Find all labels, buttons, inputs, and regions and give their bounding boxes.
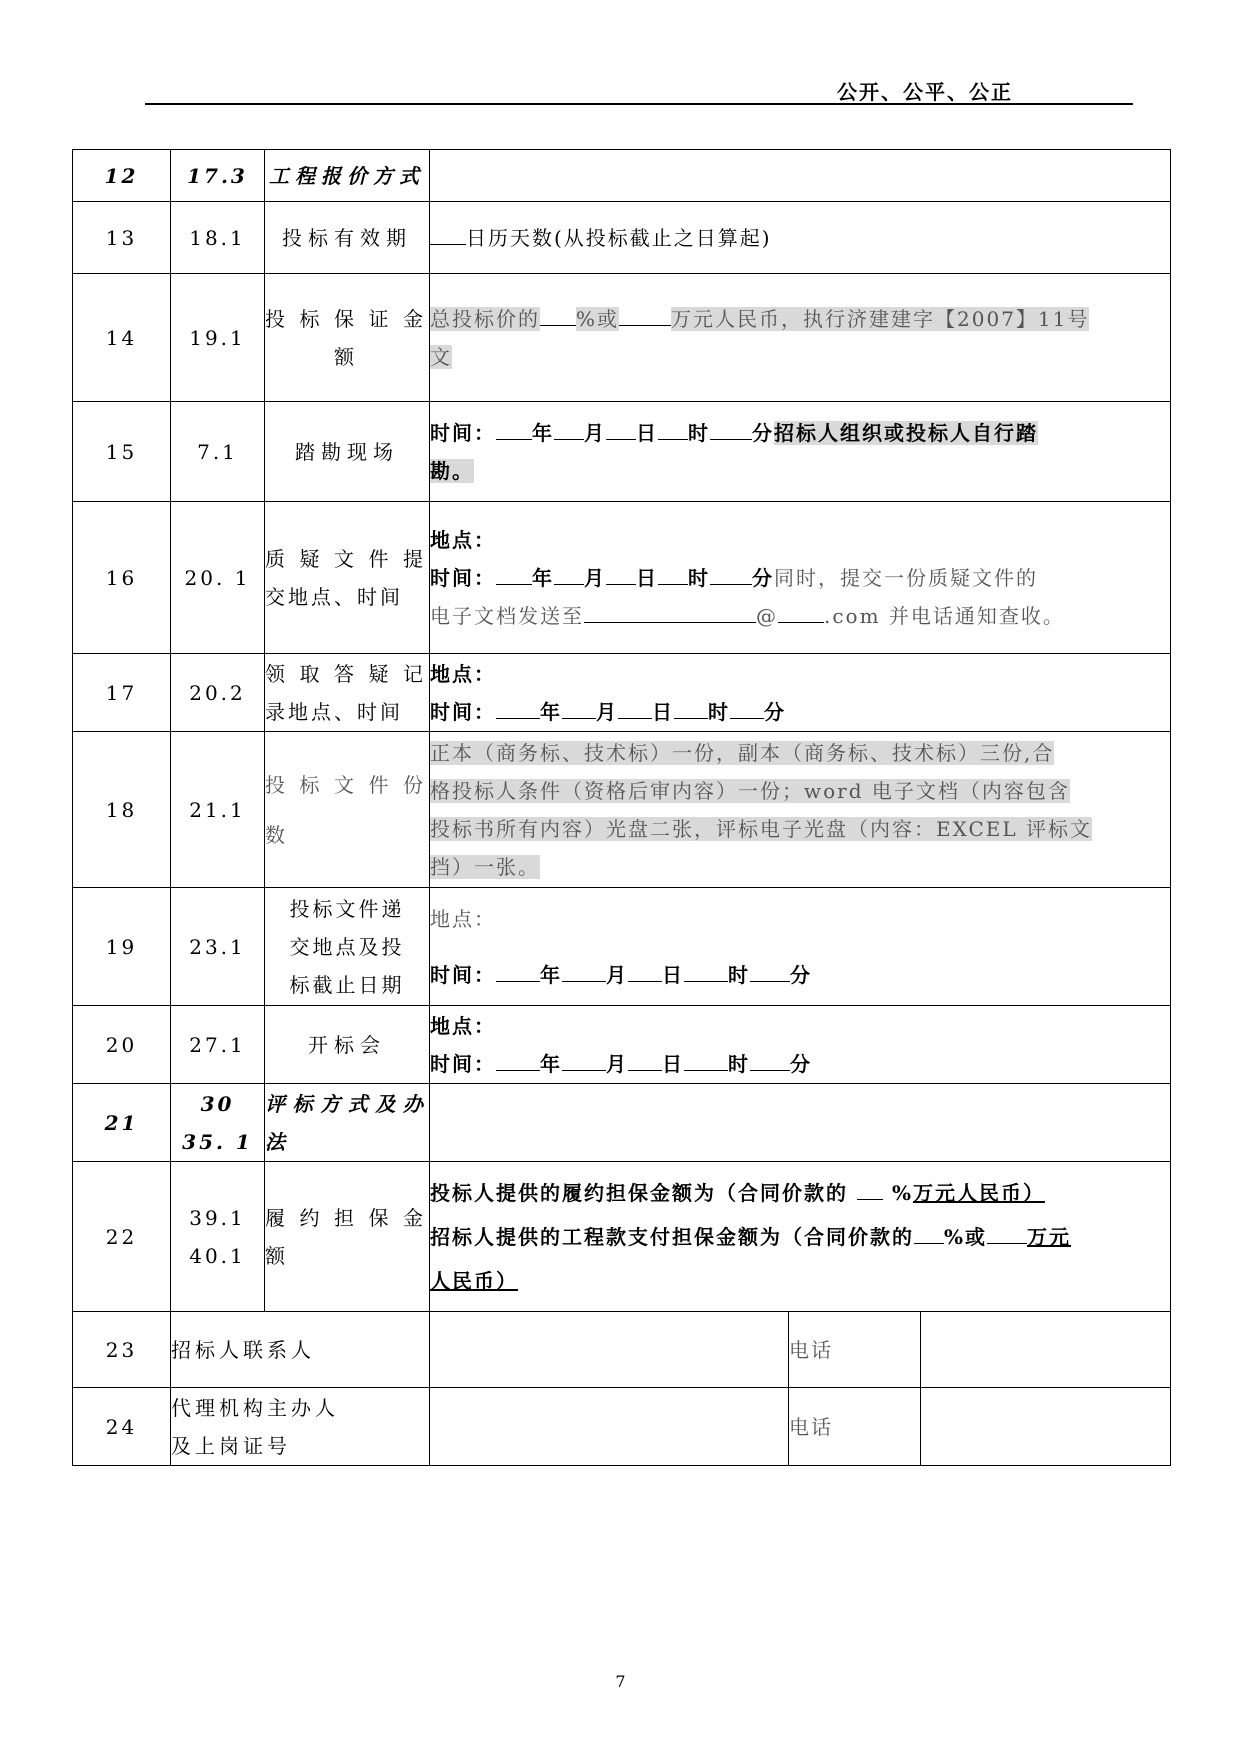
time-label: 时间： xyxy=(430,962,496,987)
month-unit: 月 xyxy=(596,699,618,724)
blank-field[interactable] xyxy=(628,957,662,982)
blank-field[interactable] xyxy=(658,415,688,440)
blank-field[interactable] xyxy=(619,301,671,326)
day-unit: 日 xyxy=(636,420,658,445)
minute-unit: 分 xyxy=(752,420,774,445)
email-text: 电子文档发送至 xyxy=(430,603,584,628)
query-note: 同时，提交一份质疑文件的 xyxy=(774,565,1038,590)
item-label: 投标有效期 xyxy=(265,202,430,274)
item-label-line: 录地点、时间 xyxy=(265,699,403,724)
header-rule xyxy=(145,103,1133,105)
year-unit: 年 xyxy=(532,420,554,445)
time-label: 时间： xyxy=(430,1051,496,1076)
clause-number: 20. 1 xyxy=(171,502,265,654)
item-label xyxy=(265,654,430,732)
item-label-line: 投标保证金 xyxy=(265,306,429,331)
blank-field[interactable] xyxy=(430,220,466,245)
clause-number: 17.3 xyxy=(171,150,265,202)
minute-unit: 分 xyxy=(752,565,774,590)
blank-field[interactable] xyxy=(710,415,752,440)
blank-field[interactable] xyxy=(658,560,688,585)
blank-field[interactable] xyxy=(562,957,606,982)
minute-unit: 分 xyxy=(790,962,812,987)
blank-field[interactable] xyxy=(562,1046,606,1071)
copies-text: 格投标人条件（资格后审内容）一份；word 电子文档（内容包含 xyxy=(430,778,1070,803)
table-row xyxy=(73,402,1171,502)
year-unit: 年 xyxy=(540,699,562,724)
row-number: 21 xyxy=(73,1084,171,1162)
item-label: 招标人联系人 xyxy=(171,1312,430,1388)
item-label-line: 投标文件份 xyxy=(265,772,429,797)
blank-field[interactable] xyxy=(496,957,540,982)
item-label xyxy=(265,1162,430,1312)
blank-field[interactable] xyxy=(496,694,540,719)
bond-text: 万元人民币，执行济建建字【2007】11号 xyxy=(671,306,1090,331)
item-label: 开标会 xyxy=(265,1006,430,1084)
day-unit: 日 xyxy=(662,1051,684,1076)
row-number: 15 xyxy=(73,402,171,502)
item-content xyxy=(430,502,1171,654)
time-label: 时间： xyxy=(430,565,496,590)
place-label: 地点： xyxy=(430,906,496,931)
blank-field[interactable] xyxy=(496,1046,540,1071)
blank-field[interactable] xyxy=(562,694,596,719)
blank-field[interactable] xyxy=(987,1219,1027,1244)
item-content xyxy=(430,654,1171,732)
guarantee-text: 投标人提供的履约担保金额为（合同价款的 xyxy=(430,1180,848,1205)
blank-field[interactable] xyxy=(750,957,790,982)
item-label-line: 交地点及投 xyxy=(289,934,405,959)
table-row xyxy=(73,1162,1171,1312)
table-row xyxy=(73,888,1171,1006)
table-row xyxy=(73,1388,1171,1466)
item-label xyxy=(171,1388,430,1466)
bid-info-table xyxy=(72,149,1171,1466)
blank-field[interactable] xyxy=(496,560,532,585)
item-label-line: 额 xyxy=(334,344,360,369)
place-label: 地点： xyxy=(430,661,496,686)
month-unit: 月 xyxy=(606,1051,628,1076)
blank-field[interactable] xyxy=(750,1046,790,1071)
copies-text: 挡）一张。 xyxy=(430,854,540,879)
blank-field[interactable] xyxy=(857,1175,883,1200)
header-title: 公开、公平、公正 xyxy=(837,80,1013,104)
row-number: 12 xyxy=(73,150,171,202)
row-number: 17 xyxy=(73,654,171,732)
row-number: 13 xyxy=(73,202,171,274)
clause-number: 20.2 xyxy=(171,654,265,732)
item-label xyxy=(265,1084,430,1162)
place-label: 地点： xyxy=(430,527,496,552)
bond-text: 文 xyxy=(430,344,452,369)
table-row xyxy=(73,1084,1171,1162)
table-row xyxy=(73,1006,1171,1084)
hour-unit: 时 xyxy=(708,699,730,724)
item-content xyxy=(430,202,1171,274)
item-label-line: 评标方式及办 xyxy=(265,1091,429,1116)
phone-value-cell[interactable] xyxy=(921,1388,1171,1466)
item-content[interactable] xyxy=(430,1084,1171,1162)
copies-text: 投标书所有内容）光盘二张，评标电子光盘（内容：EXCEL 评标文 xyxy=(430,816,1093,841)
clause-number: 21.1 xyxy=(171,732,265,888)
clause-line: 30 xyxy=(200,1091,235,1116)
item-label: 工程报价方式 xyxy=(265,150,430,202)
site-visit-note: 招标人组织或投标人自行踏 xyxy=(774,420,1038,445)
blank-field[interactable] xyxy=(540,301,576,326)
month-unit: 月 xyxy=(606,962,628,987)
bond-text: 总投标价的 xyxy=(430,306,540,331)
table-row xyxy=(73,1312,1171,1388)
blank-field[interactable] xyxy=(730,694,764,719)
item-label xyxy=(265,732,430,888)
item-label-line: 及上岗证号 xyxy=(171,1433,291,1458)
row-number: 23 xyxy=(73,1312,171,1388)
row-number: 14 xyxy=(73,274,171,402)
item-content xyxy=(430,402,1171,502)
blank-field[interactable] xyxy=(606,415,636,440)
agent-name-cell[interactable] xyxy=(430,1388,789,1466)
year-unit: 年 xyxy=(532,565,554,590)
blank-field[interactable] xyxy=(914,1219,944,1244)
blank-field[interactable] xyxy=(684,957,728,982)
day-unit: 日 xyxy=(652,699,674,724)
clause-line: 39.1 xyxy=(189,1205,246,1230)
blank-field[interactable] xyxy=(710,560,752,585)
table-row xyxy=(73,654,1171,732)
table-row xyxy=(73,150,1171,202)
at-sign: @ xyxy=(756,603,778,628)
month-unit: 月 xyxy=(584,420,606,445)
guarantee-text: 万元 xyxy=(1027,1224,1072,1249)
clause-line: 35. 1 xyxy=(182,1129,253,1154)
minute-unit: 分 xyxy=(790,1051,812,1076)
row-number: 20 xyxy=(73,1006,171,1084)
item-label-line: 额 xyxy=(265,1243,291,1268)
month-unit: 月 xyxy=(584,565,606,590)
blank-field[interactable] xyxy=(674,694,708,719)
clause-number xyxy=(171,1162,265,1312)
item-label-line: 标截止日期 xyxy=(289,972,405,997)
clause-number: 7.1 xyxy=(171,402,265,502)
item-label-line: 数 xyxy=(265,822,291,847)
year-unit: 年 xyxy=(540,962,562,987)
validity-text: 日历天数(从投标截止之日算起) xyxy=(466,225,772,250)
phone-value-cell[interactable] xyxy=(921,1312,1171,1388)
email-domain-blank[interactable] xyxy=(778,598,824,623)
row-number: 24 xyxy=(73,1388,171,1466)
item-label xyxy=(265,888,430,1006)
blank-field[interactable] xyxy=(554,415,584,440)
phone-label: 电话 xyxy=(789,1388,921,1466)
item-content xyxy=(430,888,1171,1006)
table-row xyxy=(73,202,1171,274)
item-label-line: 法 xyxy=(265,1129,291,1154)
blank-field[interactable] xyxy=(496,415,532,440)
item-content xyxy=(430,274,1171,402)
clause-number: 19.1 xyxy=(171,274,265,402)
email-text: .com 并电话通知查收。 xyxy=(824,603,1065,628)
item-label-line: 代理机构主办人 xyxy=(171,1395,339,1420)
row-number: 16 xyxy=(73,502,171,654)
hour-unit: 时 xyxy=(728,962,750,987)
table-row xyxy=(73,732,1171,888)
blank-field[interactable] xyxy=(606,560,636,585)
blank-field[interactable] xyxy=(684,1046,728,1071)
email-user-blank[interactable] xyxy=(584,598,756,623)
time-label: 时间： xyxy=(430,420,496,445)
blank-field[interactable] xyxy=(554,560,584,585)
clause-number xyxy=(171,1084,265,1162)
row-number: 22 xyxy=(73,1162,171,1312)
clause-number: 27.1 xyxy=(171,1006,265,1084)
item-label-line: 领取答疑记 xyxy=(265,661,429,686)
page-number: 7 xyxy=(615,1672,626,1691)
bond-text: %或 xyxy=(576,306,620,331)
blank-field[interactable] xyxy=(618,694,652,719)
minute-unit: 分 xyxy=(764,699,786,724)
guarantee-text: 人民币） xyxy=(430,1268,518,1293)
clause-number: 18.1 xyxy=(171,202,265,274)
guarantee-text: 招标人提供的工程款支付担保金额为（合同价款的 xyxy=(430,1224,914,1249)
hour-unit: 时 xyxy=(728,1051,750,1076)
item-label-line: 投标文件递 xyxy=(289,896,405,921)
percent-sign: % xyxy=(891,1180,913,1205)
row-number: 18 xyxy=(73,732,171,888)
blank-field[interactable] xyxy=(628,1046,662,1071)
phone-label: 电话 xyxy=(789,1312,921,1388)
item-label: 踏勘现场 xyxy=(265,402,430,502)
hour-unit: 时 xyxy=(688,420,710,445)
year-unit: 年 xyxy=(540,1051,562,1076)
item-content xyxy=(430,1006,1171,1084)
item-label-line: 交地点、时间 xyxy=(265,584,403,609)
copies-text: 正本（商务标、技术标）一份，副本（商务标、技术标）三份,合 xyxy=(430,740,1055,765)
percent-sign: %或 xyxy=(944,1224,988,1249)
site-visit-note: 勘。 xyxy=(430,458,474,483)
clause-number: 23.1 xyxy=(171,888,265,1006)
item-label xyxy=(265,274,430,402)
item-content xyxy=(430,1162,1171,1312)
item-content[interactable] xyxy=(430,150,1171,202)
item-label-line: 履约担保金 xyxy=(265,1205,429,1230)
item-label-line: 质疑文件提 xyxy=(265,546,429,571)
hour-unit: 时 xyxy=(688,565,710,590)
item-content xyxy=(430,732,1171,888)
table-row xyxy=(73,274,1171,402)
time-label: 时间： xyxy=(430,699,496,724)
day-unit: 日 xyxy=(662,962,684,987)
guarantee-text: 万元人民币） xyxy=(912,1180,1045,1205)
day-unit: 日 xyxy=(636,565,658,590)
clause-line: 40.1 xyxy=(189,1243,246,1268)
contact-name-cell[interactable] xyxy=(430,1312,789,1388)
row-number: 19 xyxy=(73,888,171,1006)
item-label xyxy=(265,502,430,654)
table-row xyxy=(73,502,1171,654)
place-label: 地点： xyxy=(430,1013,496,1038)
